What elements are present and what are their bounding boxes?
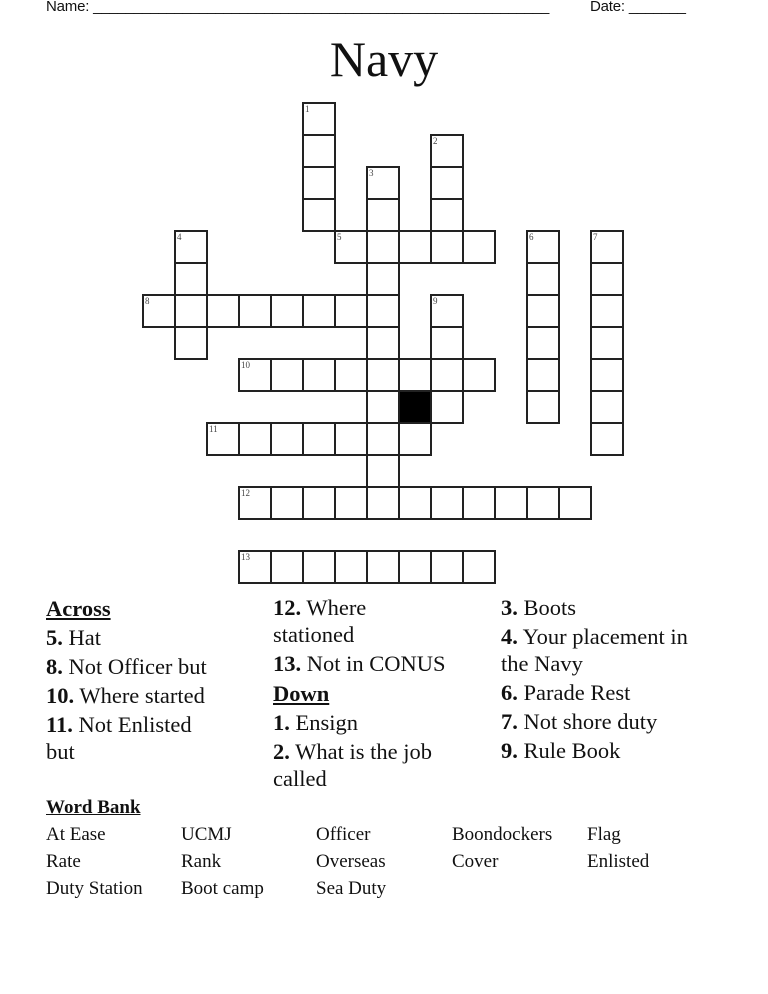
clue-across-10: 10. Where started [46,683,205,708]
grid-cell[interactable] [366,294,400,328]
grid-cell[interactable] [366,390,400,424]
clue-column-3 [501,594,701,766]
grid-cell[interactable] [526,326,560,360]
word-bank-item: At Ease [46,824,106,845]
grid-cell[interactable] [430,230,464,264]
grid-cell[interactable] [238,294,272,328]
grid-cell[interactable] [430,486,464,520]
clue-across-8: 8. Not Officer but [46,654,207,679]
grid-cell[interactable] [526,294,560,328]
grid-cell[interactable] [526,486,560,520]
clue-down-1: 1. Ensign [273,710,359,735]
clue-number-label: 7 [593,232,598,242]
grid-cell[interactable] [302,198,336,232]
grid-cell[interactable] [398,486,432,520]
grid-cell[interactable] [366,358,400,392]
clue-number-label: 11 [209,424,218,434]
grid-cell[interactable] [174,262,208,296]
down-heading: Down [273,681,330,706]
clue-down-7: 7. Not shore duty [501,709,658,734]
grid-cell[interactable] [270,550,304,584]
grid-cell[interactable] [302,102,336,136]
word-bank-item: Flag [587,824,621,845]
grid-cell[interactable] [430,198,464,232]
grid-cell[interactable] [206,294,240,328]
grid-cell[interactable] [398,358,432,392]
grid-cell[interactable] [366,486,400,520]
clue-down-9: 9. Rule Book [501,738,621,763]
grid-cell[interactable] [494,486,528,520]
grid-cell[interactable] [366,550,400,584]
clue-column-1 [46,594,246,767]
grid-cell[interactable] [366,262,400,296]
grid-cell[interactable] [462,230,496,264]
clue-number-label: 4 [177,232,182,242]
word-bank-item: Duty Station [46,878,143,899]
grid-cell[interactable] [366,454,400,488]
clue-number-label: 3 [369,168,374,178]
grid-cell[interactable] [302,422,336,456]
word-bank-item: Boondockers [452,824,553,845]
grid-cell[interactable] [430,550,464,584]
grid-cell[interactable] [270,422,304,456]
clue-number-label: 5 [337,232,342,242]
clue-number-label: 8 [145,296,150,306]
grid-cell[interactable] [270,294,304,328]
word-bank-heading: Word Bank [46,797,141,818]
puzzle-title: Navy [329,31,439,87]
grid-cell[interactable] [590,230,624,264]
word-bank-item: Sea Duty [316,878,387,899]
grid-cell[interactable] [590,358,624,392]
grid-cell[interactable] [174,326,208,360]
grid-cell[interactable] [270,486,304,520]
word-bank-item: Rate [46,851,81,872]
clue-down-4: 4. Your placement in the Navy [501,624,688,676]
grid-cell[interactable] [590,262,624,296]
grid-cell[interactable] [526,390,560,424]
grid-cell[interactable] [206,422,240,456]
grid-cell[interactable] [334,486,368,520]
grid-cell[interactable] [430,358,464,392]
clue-number-label: 13 [241,552,250,562]
grid-cell[interactable] [430,294,464,328]
grid-cell[interactable] [270,358,304,392]
grid-cell[interactable] [302,166,336,200]
grid-cell[interactable] [302,134,336,168]
grid-cell[interactable] [366,166,400,200]
grid-cell[interactable] [334,550,368,584]
grid-cell[interactable] [526,262,560,296]
grid-cell[interactable] [302,550,336,584]
grid-cell[interactable] [366,422,400,456]
clue-column-2 [273,594,488,794]
grid-cell[interactable] [526,230,560,264]
clue-across-11: 11. Not Enlisted but [46,712,192,764]
grid-cell[interactable] [430,166,464,200]
grid-cell[interactable] [430,390,464,424]
grid-cell[interactable] [302,358,336,392]
grid-cell[interactable] [366,230,400,264]
grid-cell[interactable] [430,134,464,168]
grid-cell[interactable] [590,390,624,424]
word-bank-item: Cover [452,851,499,872]
grid-cell[interactable] [238,422,272,456]
clue-down-3: 3. Boots [501,595,577,620]
word-bank-item: Rank [181,851,222,872]
date-field-label: Date: _______ [590,0,686,15]
clue-down-6: 6. Parade Rest [501,680,631,705]
across-heading: Across [46,596,111,621]
grid-cell[interactable] [174,230,208,264]
word-bank-item: Overseas [316,851,386,872]
grid-cell[interactable] [526,358,560,392]
word-bank-item: UCMJ [181,824,232,845]
grid-cell[interactable] [334,230,368,264]
clue-down-2: 2. What is the job called [273,739,432,791]
word-bank-item: Officer [316,824,371,845]
clue-number-label: 9 [433,296,438,306]
clue-across-13: 13. Not in CONUS [273,651,446,676]
grid-cell[interactable] [334,358,368,392]
clue-number-label: 12 [241,488,250,498]
grid-cell[interactable] [142,294,176,328]
name-field-label: Name: ________________________________________________________ [46,0,550,15]
grid-cell[interactable] [174,294,208,328]
grid-cell[interactable] [398,230,432,264]
clue-number-label: 1 [305,104,310,114]
grid-cell[interactable] [462,550,496,584]
word-bank [46,796,707,901]
grid-cell[interactable] [334,422,368,456]
grid-cell[interactable] [398,550,432,584]
grid-cell[interactable] [238,358,272,392]
grid-cell[interactable] [558,486,592,520]
grid-cell[interactable] [590,294,624,328]
grid-cell[interactable] [366,198,400,232]
grid-cell[interactable] [590,326,624,360]
clue-across-12: 12. Where stationed [273,595,367,647]
grid-cell[interactable] [302,294,336,328]
grid-cell[interactable] [398,422,432,456]
clue-number-label: 2 [433,136,438,146]
grid-cell[interactable] [590,422,624,456]
grid-cell[interactable] [462,358,496,392]
grid-cell[interactable] [462,486,496,520]
grid-cell[interactable] [430,326,464,360]
grid-cell[interactable] [302,486,336,520]
grid-cell[interactable] [238,550,272,584]
grid-cell[interactable] [334,294,368,328]
clue-across-5: 5. Hat [46,625,101,650]
word-bank-item: Boot camp [181,878,264,899]
word-bank-item: Enlisted [587,851,650,872]
clue-number-label: 10 [241,360,250,370]
grid-cell[interactable] [238,486,272,520]
grid-cell[interactable] [366,326,400,360]
clue-number-label: 6 [529,232,534,242]
grid-cell-black [398,390,432,424]
